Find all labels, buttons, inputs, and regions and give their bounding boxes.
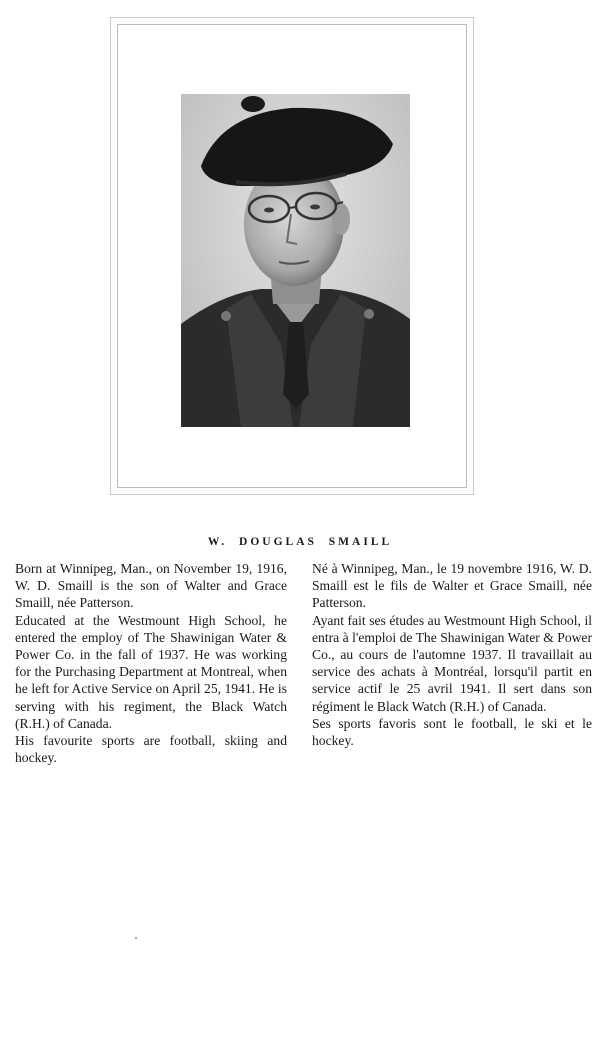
portrait-photo — [181, 94, 410, 427]
french-paragraph-career: Ayant fait ses études au Westmount High School, il entra à l'emploi de The Shawinigan Water & Power Co., au cours de l'automne 1937. Il travaillait au service des achats à Montréal, lorsqu'il partit en service actif le 25 avril 1941. Il sert dans son régiment le Black Watch (R.H.) of Canada. — [312, 612, 592, 714]
french-biography — [312, 560, 592, 749]
paper-speck — [135, 937, 137, 939]
english-biography — [15, 560, 287, 766]
english-paragraph-sports: His favourite sports are football, skiing and hockey. — [15, 733, 287, 766]
person-name-heading: W. DOUGLAS SMAILL — [207, 536, 393, 548]
english-paragraph-career: Educated at the Westmount High School, he entered the employ of The Shawinigan Water & Power Co. in the fall of 1937. He was working for the Purchasing Department at Montreal, when he left for Active Service on April 25, 1941. He is serving with his regiment, the Black Watch (R.H.) of Canada. — [15, 612, 287, 731]
french-paragraph-birth: Né à Winnipeg, Man., le 19 novembre 1916, W. D. Smaill est le fils de Walter et Grace Smaill, née Patterson. — [312, 561, 592, 611]
french-paragraph-sports: Ses sports favoris sont le football, le ski et le hockey. — [312, 715, 592, 749]
portrait-illustration — [181, 94, 410, 427]
english-paragraph-birth: Born at Winnipeg, Man., on November 19, 1916, W. D. Smaill is the son of Walter and Grace Smaill, née Patterson. — [15, 561, 287, 611]
